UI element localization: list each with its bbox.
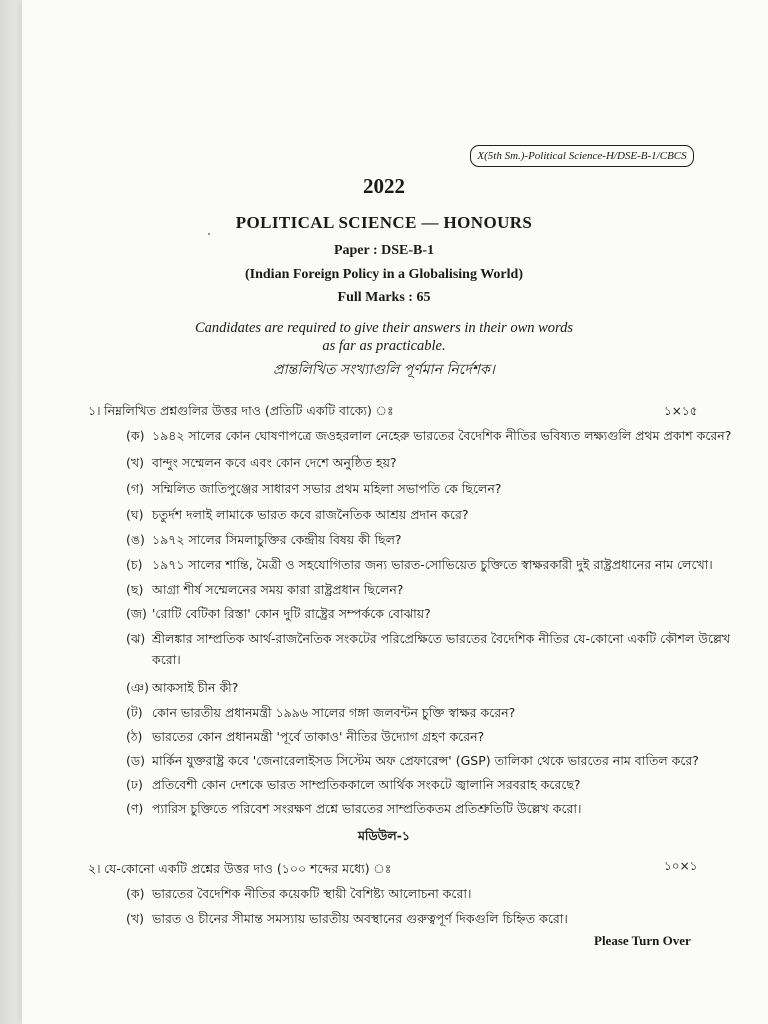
q1-item-text: ভারতের কোন প্রধানমন্ত্রী 'পূর্বে তাকাও' নীতির উদ্যোগ গ্রহণ করেন? [152,729,485,744]
module-heading: মডিউল-১ [357,828,411,843]
question-2-text: যে-কোনো একটি প্রশ্নের উত্তর দাও (১০০ শব্দের মধ্যে) ঃ [104,861,392,876]
q1-item-label: (জ) [126,606,147,621]
q1-item-text: 'রোটি বেটিকা রিস্তা' কোন দুটি রাষ্ট্রের সম্পর্ককে বোঝায়? [152,606,431,621]
question-1-text: নিম্নলিখিত প্রশ্নগুলির উত্তর দাও (প্রতিটি একটি বাক্যে) ঃ [104,403,394,418]
subject-title: POLITICAL SCIENCE — HONOURS [235,213,533,232]
q2-item-label: (খ) [126,911,144,926]
q2-item-text: ভারত ও চীনের সীমান্ত সমস্যায় ভারতীয় অবস্থানের গুরুত্বপূর্ণ দিকগুলি চিহ্নিত করো। [152,911,568,926]
q1-item-text: আকসাই চীন কী? [152,680,239,695]
course-title: (Indian Foreign Policy in a Globalising World) [245,267,523,282]
marks-instruction-bengali: প্রান্তলিখিত সংখ্যাগুলি পূর্ণমান নির্দেশক। [273,362,495,378]
q1-item-text: সম্মিলিত জাতিপুঞ্জের সাধারণ সভার প্রথম মহিলা সভাপতি কে ছিলেন? [152,481,502,496]
q1-item-label: (ঘ) [126,507,144,522]
question-2-number: ২। [88,861,101,876]
q1-item-text: চতুর্দশ দলাই লামাকে ভারত কবে রাজনৈতিক আশ্রয় প্রদান করে? [152,507,469,522]
q1-item-label: (ঞ) [126,680,149,695]
q1-item-label: (ঝ) [126,631,146,646]
q1-item-text: ১৯৪২ সালের কোন ঘোষণাপত্রে জওহরলাল নেহেরু ভারতের বৈদেশিক নীতির ভবিষ্যত লক্ষ্যগুলি প্রথম প্রকাশ করেন? [152,428,732,443]
q1-item-text: কোন ভারতীয় প্রধানমন্ত্রী ১৯৯৬ সালের গঙ্গা জলবন্টন চুক্তি স্বাক্ষর করেন? [152,705,516,720]
q1-item-label: (খ) [126,455,144,470]
q1-item-label: (ড) [126,753,145,768]
q1-item-text: প্যারিস চুক্তিতে পরিবেশ সংরক্ষণ প্রশ্নে ভারতের সাম্প্রতিকতম প্রতিশ্রুতিটি উল্লেখ করো। [152,801,582,816]
scan-speck [208,233,210,235]
q1-item-text: মার্কিন যুক্তরাষ্ট্র কবে 'জেনারেলাইসড সিস্টেম অফ প্রেফারেন্স' (GSP) তালিকা থেকে ভারতের নাম বাতিল করে? [152,753,699,768]
q1-item-label: (চ) [126,557,143,572]
question-2-marks: ১০×১ [664,859,698,873]
q1-item-label: (ঠ) [126,729,143,744]
q1-item-label: (ঢ) [126,777,143,792]
q1-item-text: বান্দুং সম্মেলন কবে এবং কোন দেশে অনুষ্ঠিত হয়? [152,455,397,470]
q1-item-label: (ক) [126,428,145,443]
q2-item-label: (ক) [126,886,145,901]
exam-year: 2022 [363,174,405,198]
q1-item-text: ১৯৭২ সালের সিমলাচুক্তির কেন্দ্রীয় বিষয় কী ছিল? [152,532,402,547]
please-turn-over: Please Turn Over [594,933,691,948]
scan-edge [0,0,22,1024]
instruction-line-2: as far as practicable. [322,338,446,354]
q1-item-label: (ঙ) [126,532,145,547]
instruction-line-1: Candidates are required to give their answers in their own words [194,320,574,336]
q1-item-text: ১৯৭১ সালের শান্তি, মৈত্রী ও সহযোগিতার জন্য ভারত-সোভিয়েত চুক্তিতে স্বাক্ষরকারী দুই রাষ্ট্রপ্রধানের নাম লেখো। [152,557,713,572]
q1-item-label: (ণ) [126,801,144,816]
q1-item-text-continued: করো। [152,652,181,667]
q2-item-text: ভারতের বৈদেশিক নীতির কয়েকটি স্থায়ী বৈশিষ্ট্য আলোচনা করো। [152,886,472,901]
full-marks: Full Marks : 65 [337,290,431,305]
q1-item-text: আগ্রা শীর্ষ সম্মেলনের সময় কারা রাষ্ট্রপ্রধান ছিলেন? [152,582,404,597]
q1-item-label: (ট) [126,705,143,720]
question-1-marks: ১×১৫ [664,404,698,418]
q1-item-text: প্রতিবেশী কোন দেশকে ভারত সাম্প্রতিককালে আর্থিক সংকটে জ্বালানি সরবরাহ করেছে? [152,777,581,792]
paper-label: Paper : DSE-B-1 [333,243,435,258]
paper-code-box: X(5th Sm.)-Political Science-H/DSE-B-1/CBCS [470,145,694,167]
q1-item-text: শ্রীলঙ্কার সাম্প্রতিক আর্থ-রাজনৈতিক সংকটের পরিপ্রেক্ষিতে ভারতের বৈদেশিক নীতির যে-কোনো একটি কৌশল উল্লেখ [152,631,731,646]
question-1-number: ১। [88,403,101,418]
q1-item-label: (ছ) [126,582,144,597]
q1-item-label: (গ) [126,481,144,496]
